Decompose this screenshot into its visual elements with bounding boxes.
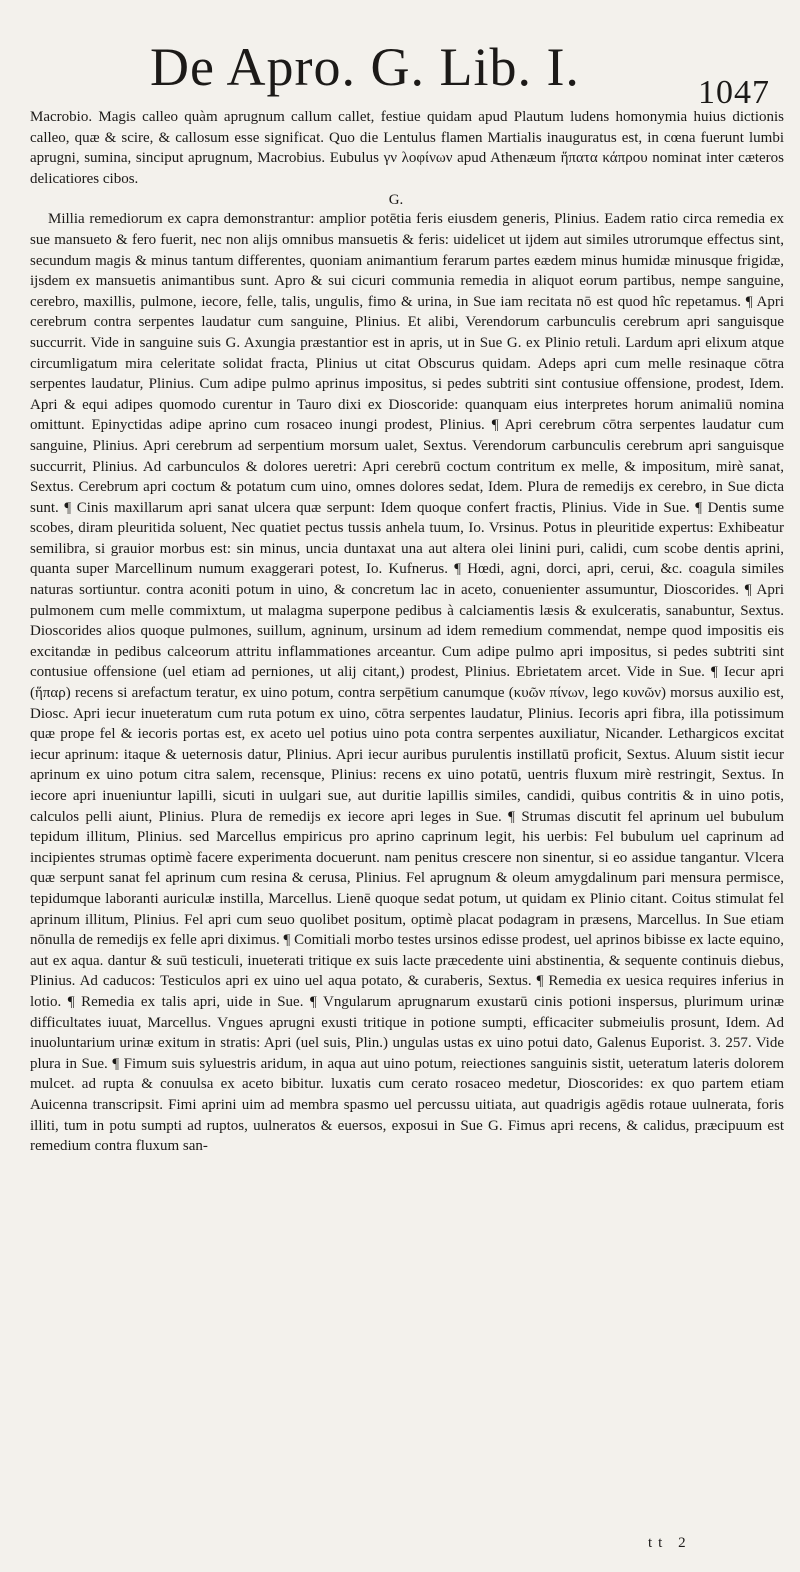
paragraph-remedies: Millia remediorum ex capra demonstrantur: amplior potētia feris eiusdem generis, Plinius. Eadem ratio circa remedia ex sue mansueto & fero fuerit, nec non alijs omnibus mansuetis & feris: uidelicet ut ijdem aut similes utrorumque effectus sint, secundum magis & minus tantum differentes, quoniam animantium ferarum partes eædem minus humidæ minusque frigidæ, ijsdem ex mansuetis animantibus sunt. Apro & sui cicuri communia remedia in aliquot eorum partibus, nempe sanguine, cerebro, maxillis, pulmone, iecore, felle, talis, ungulis, fimo & urina, in Sue iam recitata nō est quod hîc repetamus. ¶ Apri cerebrum contra serpentes laudatur cum sanguine, Plinius. Et alibi, Verendorum carbunculis cerebrum apri sanguisque succurrit. Vide in sanguine suis G. Axungia præstantior est in apris, ut in Sue G. ex Plinio retuli. Lardum apri elixum atque circumligatum mira celeritate solidat fracta, Plinius ut citat Obscurus quidam. Adeps apri cum melle resinaque cōtra serpentes laudatur, Plinius. Cum adipe pulmo aprinus impositus, si pedes subtriti sint contusiue offensione, prodest, Idem. Apri & equi adipes quomodo curentur in Tauro dixi ex Dioscoride: quanquam eius interpretes horum animaliū nomina omittunt. Epinyctidas adipe aprino cum rosaceo inungi prodest, Plinius. ¶ Apri cerebrum cōtra serpentes laudatur cum sanguine, Plinius. Apri cerebrum ad serpentium morsum ualet, Sextus. Verendorum carbunculis cerebrum apri sanguisque succurrit, Plinius. Ad carbunculos & dolores ueretri: Apri cerebrū coctum contritum ex melle, & impositum, mirè sanat, Sextus. Cerebrum apri coctum & potatum cum uino, omnes dolores sedat, Idem. Plura de remedijs ex cerebro, in Sue dicta sunt. ¶ Cinis maxillarum apri sanat ulcera quæ serpunt: Idem quoque confert fractis, Plinius. Vide in Sue. ¶ Dentis sume scobes, diram pleuritida soluent, Nec quatiet pectus tussis anhela tuum, Io. Vrsinus. Potus in pleuritide expertus: Exhibeatur semilibra, si grauior morbus est: sin minus, uncia duntaxat una aut altera olei linini puri, calidi, cum scobe dentis aprini, quanta super Marcellinum numum exaggerari potest, Io. Kufnerus. ¶ Hœdi, agni, dorci, apri, cerui, &c. coagula similes naturas sortiuntur. contra aconiti potum in uino, & concretum lac in aceto, conuenienter assumuntur, Dioscorides. ¶ Apri pulmonem cum melle commixtum, ut malagma superpone pedibus à calciamentis læsis & exulceratis, sanabuntur, Sextus. Dioscorides alios quoque pulmones, suillum, agninum, ursinum ad idem remedium commendat, nempe quod impositis eis excitandæ in pedibus calceorum attritu inflammationes arceantur. Cum adipe pulmo apri impositus, si pedes subtriti sint contusiue offensione (uel etiam ad perniones, ut alij citant,) prodest, Plinius. Ebrietatem arcet. Vide in Sue. ¶ Iecur apri (ἥπαρ) recens si arefactum teratur, ex uino potum, contra serpētium canumque (κυῶν πίνων, lego κυνῶν) morsus auxilio est, Diosc. Apri iecur inueteratum cum ruta potum ex uino, cōtra serpentes laudatur, Plinius. Iecoris apri fibra, illa potissimum quæ prope fel & iecoris portas est, ex aceto uel potius uino pota contra serpentes auxiliatur, Nicander. Lethargicos excitat iecur aprinum: itaque & ueternosis datur, Plinius. Apri iecur auribus purulentis instillatū proficit, Sextus. Aluum sistit iecur aprinum ex uino potum citra salem, recensque, Plinius: recens ex uino potatū, uentris fluxum mirè restringit, Sextus. In iecore apri inueniuntur lapilli, sicuti in uulgari sue, aut duritie lapillis similes, candidi, quibus contritis & in uino potis, calculos pelli aiunt, Plinius. Plura de remedijs ex iecore apri leges in Sue. ¶ Strumas discutit fel aprinum uel bubulum tepidum illitum, Plinius. sed Marcellus empiricus pro aprino caprinum legit, his uerbis: Fel bubulum uel caprinum ad incipientes strumas optimè facere experimenta docuerunt. nam penitus crescere non sinentur, si eo assidue tangantur. Vlcera quæ serpunt sanat fel aprinum cum resina & cerusa, Plinius. Fel aprugnum & oleum amygdalinum pari mensura permisce, tepidumque laboranti auriculæ instilla, Marcellus. Lienē quoque sedat potum, ut quidam ex Plinio citant. Coitus stimulat fel aprinum illitum, Plinius. Fel apri cum seuo quolibet positum, optimè placat podagram in præsens, Marcellus. In Sue etiam nōnulla de remedijs ex felle apri diximus. ¶ Comitiali morbo testes ursinos edisse prodest, uel aprinos bibisse ex lacte equino, aut ex aqua. dantur & suū testiculi, inueterati tritique ex suis lacte præcedente uini abstinentia, & sequente continuis diebus, Plinius. Ad caducos: Testiculos apri ex uino uel aqua potato, & curaberis, Sextus. ¶ Remedia ex uesica requires inferius in lotio. ¶ Remedia ex talis apri, uide in Sue. ¶ Vngularum aprugnarum exustarū cinis potioni inspersus, plurimum urinæ difficultates iuuat, Marcellus. Vngues aprugni exusti tritique in potione sumpti, efficaciter submeiulis prosunt, Idem. Ad inuoluntarium urinæ exitum in stratis: Apri (uel suis, Plin.) ungulas ustas ex uino potui dato, Galenus Euporist. 3. 257. Vide plura in Sue. ¶ Fimum suis syluestris aridum, in aqua aut uino potum, reiectiones sanguinis sistit, ueteratum lateris dolorem mulcet. ad rupta & conuulsa ex aceto bibitur. luxatis cum cerato rosaceo medetur, Dioscorides: ex quo partem etiam Auicenna transcripsit. Fimi aprini uim ad membra spasmo uel percussu uitiata, aut quadrigis agēdis rotaue uulnerata, foris illiti, tum in potu sumpti ad ruptos, uulneratos & euersos, exposui in Sue G. Fimus apri recens, & calidus, præcipuum est remedium contra fluxum san- <box>30 211 784 1155</box>
section-mark-g: G. <box>388 192 404 209</box>
page-header <box>150 37 770 111</box>
page-number: 1047 <box>698 74 770 111</box>
paragraph-macrobius: Macrobio. Magis calleo quàm aprugnum callum callet, festiue quidam apud Plautum ludens homonymia huius dictionis calleo, quæ & scire, & callosum esse significat. Quo die Lentulus flamen Martialis inauguratus est, in cœna fuerunt lumbi aprugni, sumina, sinciput aprugnum, Macrobius. Eubulus γν λοφίνων apud Athenæum ἥπατα κάπρου nominat inter cæteros delicatiores cibos. <box>30 109 784 187</box>
running-title: De Apro. G. Lib. I. <box>150 37 580 97</box>
signature-mark: tt 2 <box>648 1535 692 1551</box>
body-text <box>8 107 784 1537</box>
